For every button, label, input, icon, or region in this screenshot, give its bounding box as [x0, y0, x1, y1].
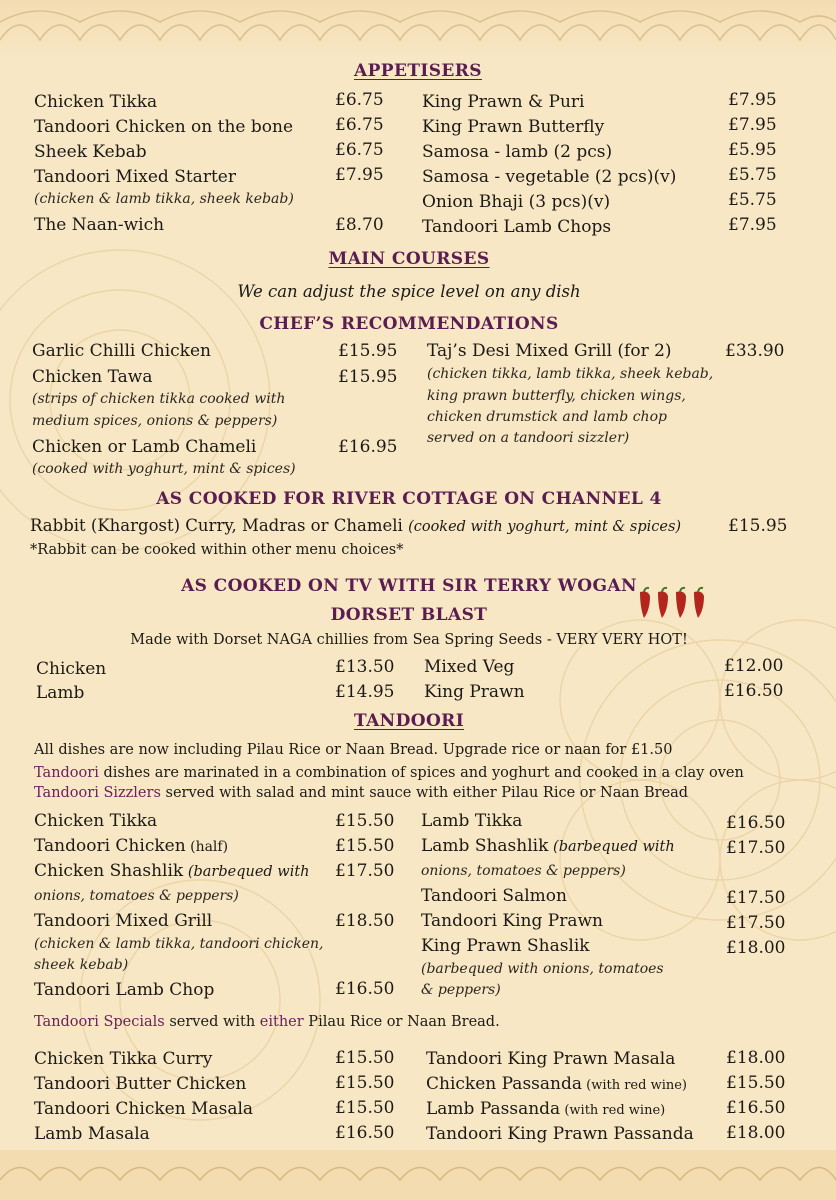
- appetiser-item-price: £6.75: [335, 90, 384, 110]
- dorset-item-name: Chicken: [36, 659, 107, 679]
- tandoori-item-price: £17.50: [335, 861, 395, 881]
- tandoori-item-name: Chicken Shashlik: [34, 861, 184, 881]
- dorset-blast-heading: DORSET BLAST: [330, 605, 488, 625]
- appetiser-item-price: £6.75: [335, 140, 384, 160]
- appetiser-item-note: (chicken & lamb tikka, sheek kebab): [34, 191, 294, 207]
- rabbit-curry-name: Rabbit (Khargost) Curry, Madras or Chameli: [30, 516, 403, 535]
- tandoori-sizzlers-highlight: Tandoori Sizzlers: [34, 785, 161, 801]
- tandoori-heading: TANDOORI: [353, 711, 465, 731]
- tandoori-specials-either: either: [259, 1014, 304, 1030]
- tandoori-item-note: (barbequed with: [548, 839, 675, 855]
- chefs-item-price: £15.95: [338, 367, 398, 387]
- chilli-heat-icons: [636, 586, 714, 622]
- specials-item-price: £15.50: [335, 1073, 395, 1093]
- chefs-item-name: Chicken or Lamb Chameli: [32, 437, 257, 457]
- tandoori-item-name: Tandoori Lamb Chop: [34, 980, 215, 1000]
- chefs-mixed-grill-name: Taj’s Desi Mixed Grill (for 2): [427, 341, 672, 361]
- appetiser-item-price: £6.75: [335, 115, 384, 135]
- dorset-blast-made: Made: [130, 632, 172, 648]
- tandoori-info-line: All dishes are now including Pilau Rice or Naan Bread. Upgrade rice or naan for £1.50: [34, 742, 673, 758]
- specials-item-price: £15.50: [335, 1098, 395, 1118]
- appetisers-heading: APPETISERS: [354, 61, 482, 81]
- specials-item-name: Lamb Passanda: [426, 1099, 561, 1119]
- specials-item-price: £16.50: [726, 1098, 786, 1118]
- specials-item-name: Tandoori Butter Chicken: [34, 1074, 247, 1094]
- appetiser-item-name: King Prawn Butterfly: [422, 117, 605, 137]
- specials-item-price: £18.00: [726, 1123, 786, 1143]
- tandoori-item-note: & peppers): [421, 982, 501, 998]
- specials-item-note: (with red wine): [560, 1103, 666, 1118]
- tandoori-item-note: (barbequed with onions, tomatoes: [421, 961, 664, 977]
- specials-item-name: Chicken Tikka Curry: [34, 1049, 213, 1069]
- tandoori-item-price: £16.50: [726, 813, 786, 833]
- tandoori-specials-line: [34, 1012, 500, 1032]
- appetiser-item-price: £8.70: [335, 215, 384, 235]
- appetiser-item-name: Samosa - vegetable (2 pcs)(v): [422, 167, 677, 187]
- specials-item-line: [426, 1098, 665, 1122]
- appetiser-item-name: The Naan-wich: [34, 215, 165, 235]
- dorset-blast-description: [0, 630, 818, 650]
- tandoori-specials-highlight: Tandoori Specials: [34, 1014, 165, 1030]
- chefs-item-name: Garlic Chilli Chicken: [32, 341, 211, 361]
- dorset-item-price: £16.50: [724, 681, 784, 701]
- specials-item-name: Tandoori Chicken Masala: [34, 1099, 254, 1119]
- tandoori-item-name: Tandoori Salmon: [421, 886, 567, 906]
- tandoori-item-price: £17.50: [726, 888, 786, 908]
- main-courses-heading: MAIN COURSES: [328, 249, 490, 269]
- rabbit-curry-line: [30, 515, 681, 538]
- chefs-item-note: (cooked with yoghurt, mint & spices): [32, 461, 296, 477]
- red-chilli-icon: [694, 588, 704, 618]
- dorset-item-name: Mixed Veg: [424, 657, 515, 677]
- appetiser-item-price: £5.75: [728, 165, 777, 185]
- appetiser-item-name: Tandoori Chicken on the bone: [34, 117, 294, 137]
- appetiser-item-name: Onion Bhaji (3 pcs)(v): [422, 192, 611, 212]
- dorset-item-price: £12.00: [724, 656, 784, 676]
- specials-item-price: £15.50: [335, 1048, 395, 1068]
- chefs-mixed-grill-note: chicken drumstick and lamb chop: [427, 409, 667, 425]
- rabbit-curry-note: (cooked with yoghurt, mint & spices): [408, 519, 682, 535]
- rabbit-curry-price: £15.95: [728, 516, 788, 536]
- dorset-blast-desc-text: with Dorset NAGA chillies from Sea Spring Seeds - VERY VERY HOT!: [171, 632, 688, 648]
- tandoori-item-price: £18.00: [726, 938, 786, 958]
- tandoori-info-text: dishes are marinated in a combination of spices and yoghurt and cooked in a clay oven: [98, 765, 744, 781]
- specials-item-line: [426, 1073, 687, 1097]
- appetiser-item-price: £5.95: [728, 140, 777, 160]
- tandoori-item-name: Chicken Tikka: [34, 811, 158, 831]
- dorset-item-price: £13.50: [335, 657, 395, 677]
- tandoori-item-size: (half): [185, 839, 229, 855]
- tandoori-item-price: £17.50: [726, 913, 786, 933]
- chefs-item-note: medium spices, onions & peppers): [32, 413, 278, 429]
- tandoori-item-name: Lamb Tikka: [421, 811, 523, 831]
- chefs-recommendations-heading: CHEF’S RECOMMENDATIONS: [259, 314, 559, 334]
- tandoori-specials-text: Pilau Rice or Naan Bread.: [303, 1014, 500, 1030]
- tandoori-item-price: £15.50: [335, 811, 395, 831]
- tandoori-info-text: served with salad and mint sauce with either Pilau Rice or Naan Bread: [160, 785, 689, 801]
- chefs-item-price: £16.95: [338, 437, 398, 457]
- tandoori-item-note: onions, tomatoes & peppers): [34, 888, 239, 904]
- red-chilli-icon: [640, 588, 650, 618]
- appetiser-item-price: £5.75: [728, 190, 777, 210]
- specials-item-name: Chicken Passanda: [426, 1074, 582, 1094]
- chefs-mixed-grill-note: served on a tandoori sizzler): [427, 430, 630, 446]
- tandoori-info-line: [34, 763, 744, 783]
- dorset-item-name: King Prawn: [424, 682, 525, 702]
- tandoori-item-line: [421, 835, 675, 858]
- appetiser-item-price: £7.95: [728, 115, 777, 135]
- tandoori-item-note: (chicken & lamb tikka, tandoori chicken,: [34, 936, 324, 952]
- spice-level-subtitle: We can adjust the spice level on any dish: [237, 282, 581, 301]
- wogan-heading: AS COOKED ON TV WITH SIR TERRY WOGAN: [181, 576, 637, 596]
- specials-item-price: £16.50: [335, 1123, 395, 1143]
- chefs-item-name: Chicken Tawa: [32, 367, 153, 387]
- red-chilli-icon: [658, 588, 668, 618]
- appetiser-item-price: £7.95: [728, 215, 777, 235]
- tandoori-item-price: £16.50: [335, 979, 395, 999]
- tandoori-item-name: Tandoori King Prawn: [421, 911, 603, 931]
- chefs-mixed-grill-note: king prawn butterfly, chicken wings,: [427, 388, 686, 404]
- specials-item-price: £15.50: [726, 1073, 786, 1093]
- specials-item-name: Lamb Masala: [34, 1124, 150, 1144]
- chefs-item-note: (strips of chicken tikka cooked with: [32, 391, 286, 407]
- tandoori-item-name: Tandoori Mixed Grill: [34, 911, 213, 931]
- dorset-item-price: £14.95: [335, 682, 395, 702]
- specials-item-price: £18.00: [726, 1048, 786, 1068]
- appetiser-item-name: Tandoori Lamb Chops: [422, 217, 612, 237]
- tandoori-item-name: King Prawn Shaslik: [421, 936, 590, 956]
- tandoori-item-note: onions, tomatoes & peppers): [421, 863, 626, 879]
- specials-item-name: Tandoori King Prawn Masala: [426, 1049, 676, 1069]
- dorset-item-name: Lamb: [36, 683, 85, 703]
- tandoori-item-note: (barbequed with: [183, 864, 310, 880]
- appetiser-item-name: Tandoori Mixed Starter: [34, 167, 236, 187]
- appetiser-item-name: Chicken Tikka: [34, 92, 158, 112]
- chefs-item-price: £15.95: [338, 341, 398, 361]
- tandoori-specials-text: served with: [164, 1014, 260, 1030]
- tandoori-item-price: £18.50: [335, 911, 395, 931]
- tandoori-item-name: Lamb Shashlik: [421, 836, 549, 856]
- appetiser-item-name: King Prawn & Puri: [422, 92, 585, 112]
- rabbit-footnote: *Rabbit can be cooked within other menu choices*: [30, 542, 404, 558]
- tandoori-info-line: [34, 783, 688, 803]
- appetiser-item-name: Sheek Kebab: [34, 142, 147, 162]
- red-chilli-icon: [676, 588, 686, 618]
- tandoori-item-price: £15.50: [335, 836, 395, 856]
- specials-item-note: (with red wine): [582, 1078, 688, 1093]
- tandoori-item-price: £17.50: [726, 838, 786, 858]
- appetiser-item-price: £7.95: [335, 165, 384, 185]
- tandoori-item-line: [34, 860, 310, 883]
- river-cottage-heading: AS COOKED FOR RIVER COTTAGE ON CHANNEL 4: [156, 489, 662, 509]
- appetiser-item-name: Samosa - lamb (2 pcs): [422, 142, 613, 162]
- chefs-mixed-grill-note: (chicken tikka, lamb tikka, sheek kebab,: [427, 366, 714, 382]
- tandoori-highlight: Tandoori: [34, 765, 99, 781]
- chefs-mixed-grill-price: £33.90: [725, 341, 785, 361]
- tandoori-item-name: Tandoori Chicken: [34, 836, 186, 856]
- appetiser-item-price: £7.95: [728, 90, 777, 110]
- specials-item-name: Tandoori King Prawn Passanda: [426, 1124, 694, 1144]
- tandoori-item-note: sheek kebab): [34, 957, 129, 973]
- tandoori-item-line: [34, 835, 228, 858]
